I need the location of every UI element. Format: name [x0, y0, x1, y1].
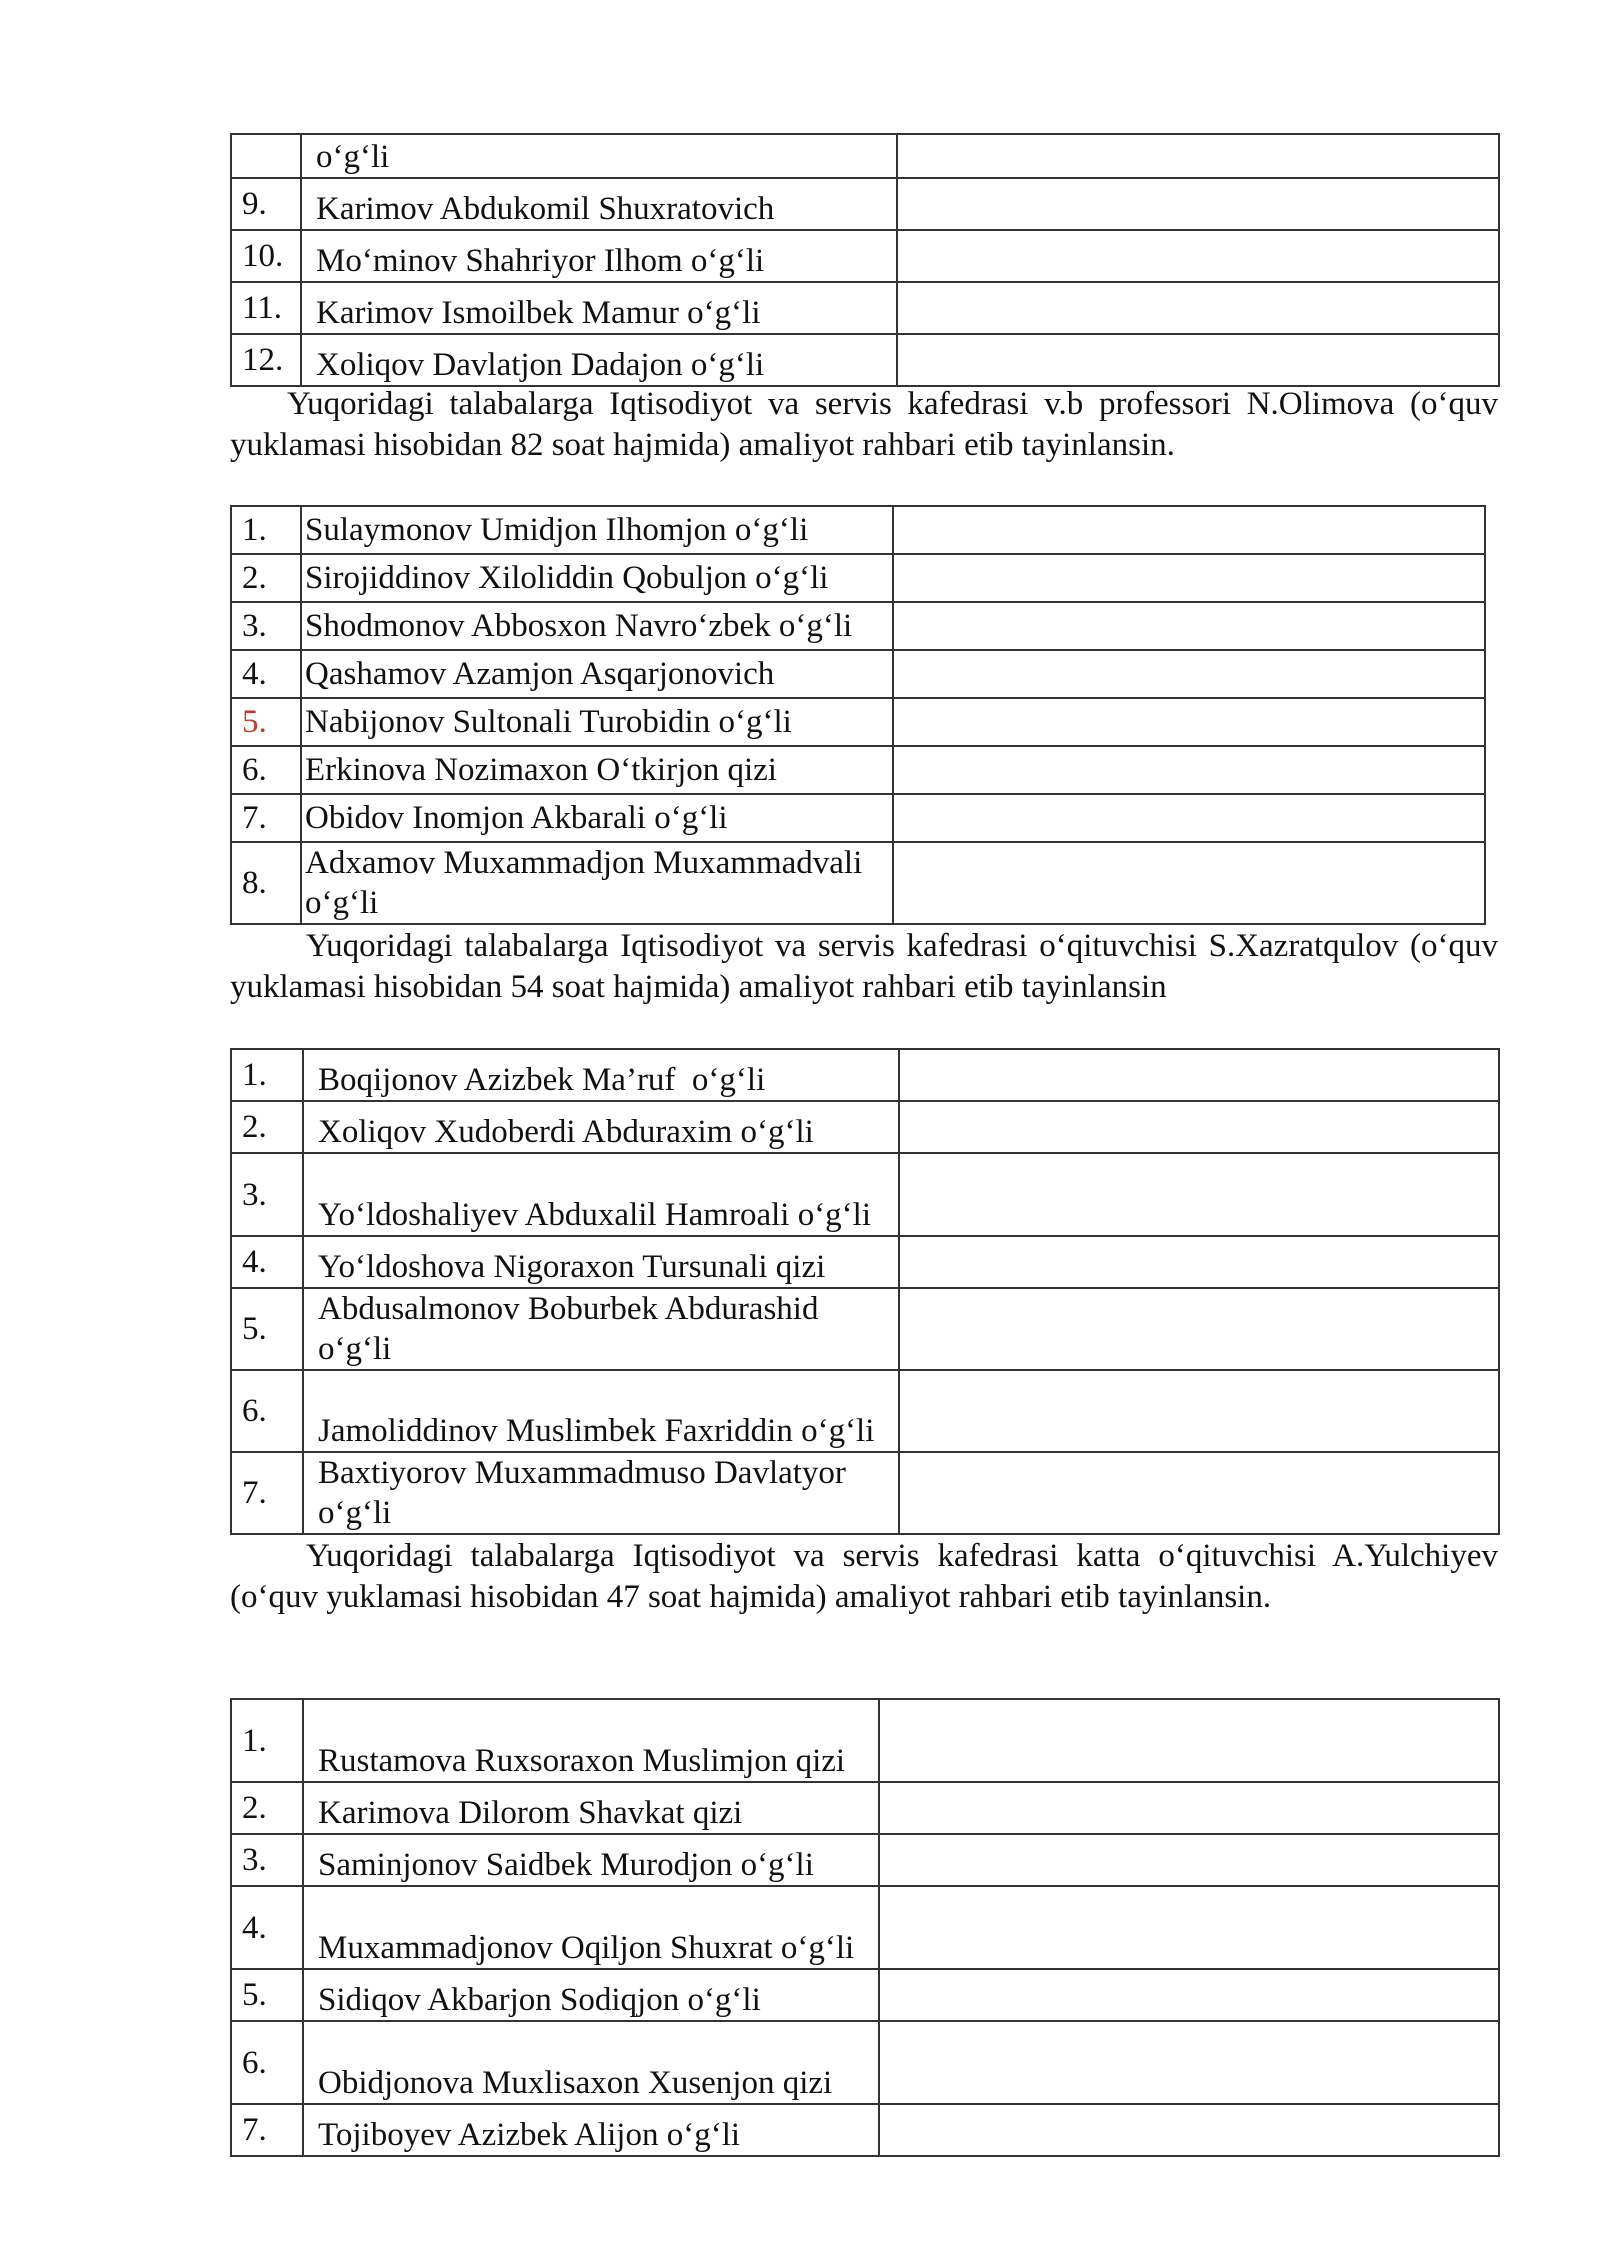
- table-row: [231, 1699, 1499, 1782]
- row-number: [231, 134, 301, 178]
- empty-cell: [893, 506, 1485, 554]
- empty-cell: [893, 698, 1485, 746]
- table-row: [231, 842, 1485, 924]
- table-row: [231, 1288, 1499, 1370]
- student-name: Karimov Abdukomil Shuxratovich: [301, 178, 897, 230]
- row-number: 2.: [231, 554, 301, 602]
- table-row: [231, 1049, 1499, 1101]
- row-number: 6.: [231, 2021, 303, 2104]
- student-name: Tojiboyev Azizbek Alijon o‘g‘li: [303, 2104, 879, 2156]
- table-row: [231, 506, 1485, 554]
- empty-cell: [879, 1699, 1499, 1782]
- student-name: o‘g‘li: [301, 134, 897, 178]
- student-name: Nabijonov Sultonali Turobidin o‘g‘li: [301, 698, 893, 746]
- row-number: 3.: [231, 1834, 303, 1886]
- table-row: [231, 1452, 1499, 1534]
- empty-cell: [899, 1101, 1499, 1153]
- table-row: [231, 1782, 1499, 1834]
- student-table-3: [230, 1048, 1500, 1535]
- student-name: Karimov Ismoilbek Mamur o‘g‘li: [301, 282, 897, 334]
- student-name: Boqijonov Azizbek Ma’ruf o‘g‘li: [303, 1049, 899, 1101]
- student-name: Mo‘minov Shahriyor Ilhom o‘g‘li: [301, 230, 897, 282]
- table-row: [231, 602, 1485, 650]
- empty-cell: [899, 1153, 1499, 1236]
- empty-cell: [879, 2104, 1499, 2156]
- table-row: [231, 334, 1499, 386]
- student-name: Muxammadjonov Oqiljon Shuxrat o‘g‘li: [303, 1886, 879, 1969]
- table-row: [231, 2104, 1499, 2156]
- empty-cell: [897, 230, 1499, 282]
- student-name: Sirojiddinov Xiloliddin Qobuljon o‘g‘li: [301, 554, 893, 602]
- empty-cell: [893, 554, 1485, 602]
- table-row: [231, 1236, 1499, 1288]
- empty-cell: [893, 602, 1485, 650]
- row-number: 9.: [231, 178, 301, 230]
- empty-cell: [897, 134, 1499, 178]
- row-number: 1.: [231, 506, 301, 554]
- student-name: Baxtiyorov Muxammadmuso Davlatyor o‘g‘li: [303, 1452, 899, 1534]
- table-row: [231, 1969, 1499, 2021]
- table-row: [231, 1101, 1499, 1153]
- student-name: Obidjonova Muxlisaxon Xusenjon qizi: [303, 2021, 879, 2104]
- assignment-paragraph-1: Yuqoridagi talabalarga Iqtisodiyot va servis kafedrasi v.b professori N.Olimova (o‘quv yuklamasi hisobidan 82 soat hajmida) amaliyot rahbari etib tayinlansin.: [230, 386, 1498, 463]
- empty-cell: [897, 334, 1499, 386]
- student-name: Karimova Dilorom Shavkat qizi: [303, 1782, 879, 1834]
- table-row: [231, 1370, 1499, 1452]
- row-number: 7.: [231, 1452, 303, 1534]
- empty-cell: [897, 178, 1499, 230]
- student-name: Jamoliddinov Muslimbek Faxriddin o‘g‘li: [303, 1370, 899, 1452]
- table-row: [231, 746, 1485, 794]
- student-table-2: [230, 505, 1486, 925]
- empty-cell: [899, 1370, 1499, 1452]
- student-name: Yo‘ldoshaliyev Abduxalil Hamroali o‘g‘li: [303, 1153, 899, 1236]
- empty-cell: [879, 1834, 1499, 1886]
- table-row: [231, 794, 1485, 842]
- student-name: Adxamov Muxammadjon Muxammadvali o‘g‘li: [301, 842, 893, 924]
- table-row: [231, 230, 1499, 282]
- table-row: [231, 282, 1499, 334]
- student-table-4: [230, 1698, 1500, 2157]
- row-number: 7.: [231, 2104, 303, 2156]
- student-name: Obidov Inomjon Akbarali o‘g‘li: [301, 794, 893, 842]
- student-name: Qashamov Azamjon Asqarjonovich: [301, 650, 893, 698]
- empty-cell: [879, 1886, 1499, 1969]
- table-row: [231, 178, 1499, 230]
- row-number: 4.: [231, 1236, 303, 1288]
- row-number: 12.: [231, 334, 301, 386]
- student-name: Sidiqov Akbarjon Sodiqjon o‘g‘li: [303, 1969, 879, 2021]
- empty-cell: [893, 746, 1485, 794]
- student-name: Yo‘ldoshova Nigoraxon Tursunali qizi: [303, 1236, 899, 1288]
- row-number: 5.: [231, 1288, 303, 1370]
- student-name: Saminjonov Saidbek Murodjon o‘g‘li: [303, 1834, 879, 1886]
- empty-cell: [879, 1969, 1499, 2021]
- empty-cell: [899, 1288, 1499, 1370]
- empty-cell: [879, 2021, 1499, 2104]
- assignment-paragraph-3: Yuqoridagi talabalarga Iqtisodiyot va servis kafedrasi katta o‘qituvchisi A.Yulchiyev (o‘quv yuklamasi hisobidan 47 soat hajmida) amaliyot rahbari etib tayinlansin.: [230, 1538, 1515, 1615]
- row-number: 2.: [231, 1782, 303, 1834]
- row-number: 5.: [231, 1969, 303, 2021]
- student-name: Rustamova Ruxsoraxon Muslimjon qizi: [303, 1699, 879, 1782]
- row-number: 4.: [231, 1886, 303, 1969]
- student-name: Sulaymonov Umidjon Ilhomjon o‘g‘li: [301, 506, 893, 554]
- assignment-paragraph-2: Yuqoridagi talabalarga Iqtisodiyot va servis kafedrasi o‘qituvchisi S.Xazratqulov (o‘quv yuklamasi hisobidan 54 soat hajmida) amaliyot rahbari etib tayinlansin: [230, 928, 1498, 1005]
- empty-cell: [893, 794, 1485, 842]
- table-row: [231, 650, 1485, 698]
- table-row: [231, 1834, 1499, 1886]
- student-table-1: [230, 133, 1500, 387]
- row-number: 6.: [231, 1370, 303, 1452]
- empty-cell: [899, 1236, 1499, 1288]
- row-number: 10.: [231, 230, 301, 282]
- table-row: [231, 1886, 1499, 1969]
- row-number: 1.: [231, 1699, 303, 1782]
- empty-cell: [893, 650, 1485, 698]
- table-row: [231, 134, 1499, 178]
- student-name: Shodmonov Abbosxon Navro‘zbek o‘g‘li: [301, 602, 893, 650]
- row-number: 4.: [231, 650, 301, 698]
- empty-cell: [899, 1452, 1499, 1534]
- empty-cell: [899, 1049, 1499, 1101]
- empty-cell: [897, 282, 1499, 334]
- student-name: Xoliqov Xudoberdi Abduraxim o‘g‘li: [303, 1101, 899, 1153]
- row-number: 8.: [231, 842, 301, 924]
- student-name: Xoliqov Davlatjon Dadajon o‘g‘li: [301, 334, 897, 386]
- empty-cell: [879, 1782, 1499, 1834]
- table-row: [231, 2021, 1499, 2104]
- table-row: [231, 554, 1485, 602]
- row-number: 7.: [231, 794, 301, 842]
- table-row: [231, 698, 1485, 746]
- row-number: 3.: [231, 602, 301, 650]
- student-name: Abdusalmonov Boburbek Abdurashid o‘g‘li: [303, 1288, 899, 1370]
- row-number: 3.: [231, 1153, 303, 1236]
- row-number: 1.: [231, 1049, 303, 1101]
- row-number: 2.: [231, 1101, 303, 1153]
- student-name: Erkinova Nozimaxon O‘tkirjon qizi: [301, 746, 893, 794]
- row-number: 11.: [231, 282, 301, 334]
- table-row: [231, 1153, 1499, 1236]
- row-number: 6.: [231, 746, 301, 794]
- empty-cell: [893, 842, 1485, 924]
- row-number-highlighted: 5.: [231, 698, 301, 746]
